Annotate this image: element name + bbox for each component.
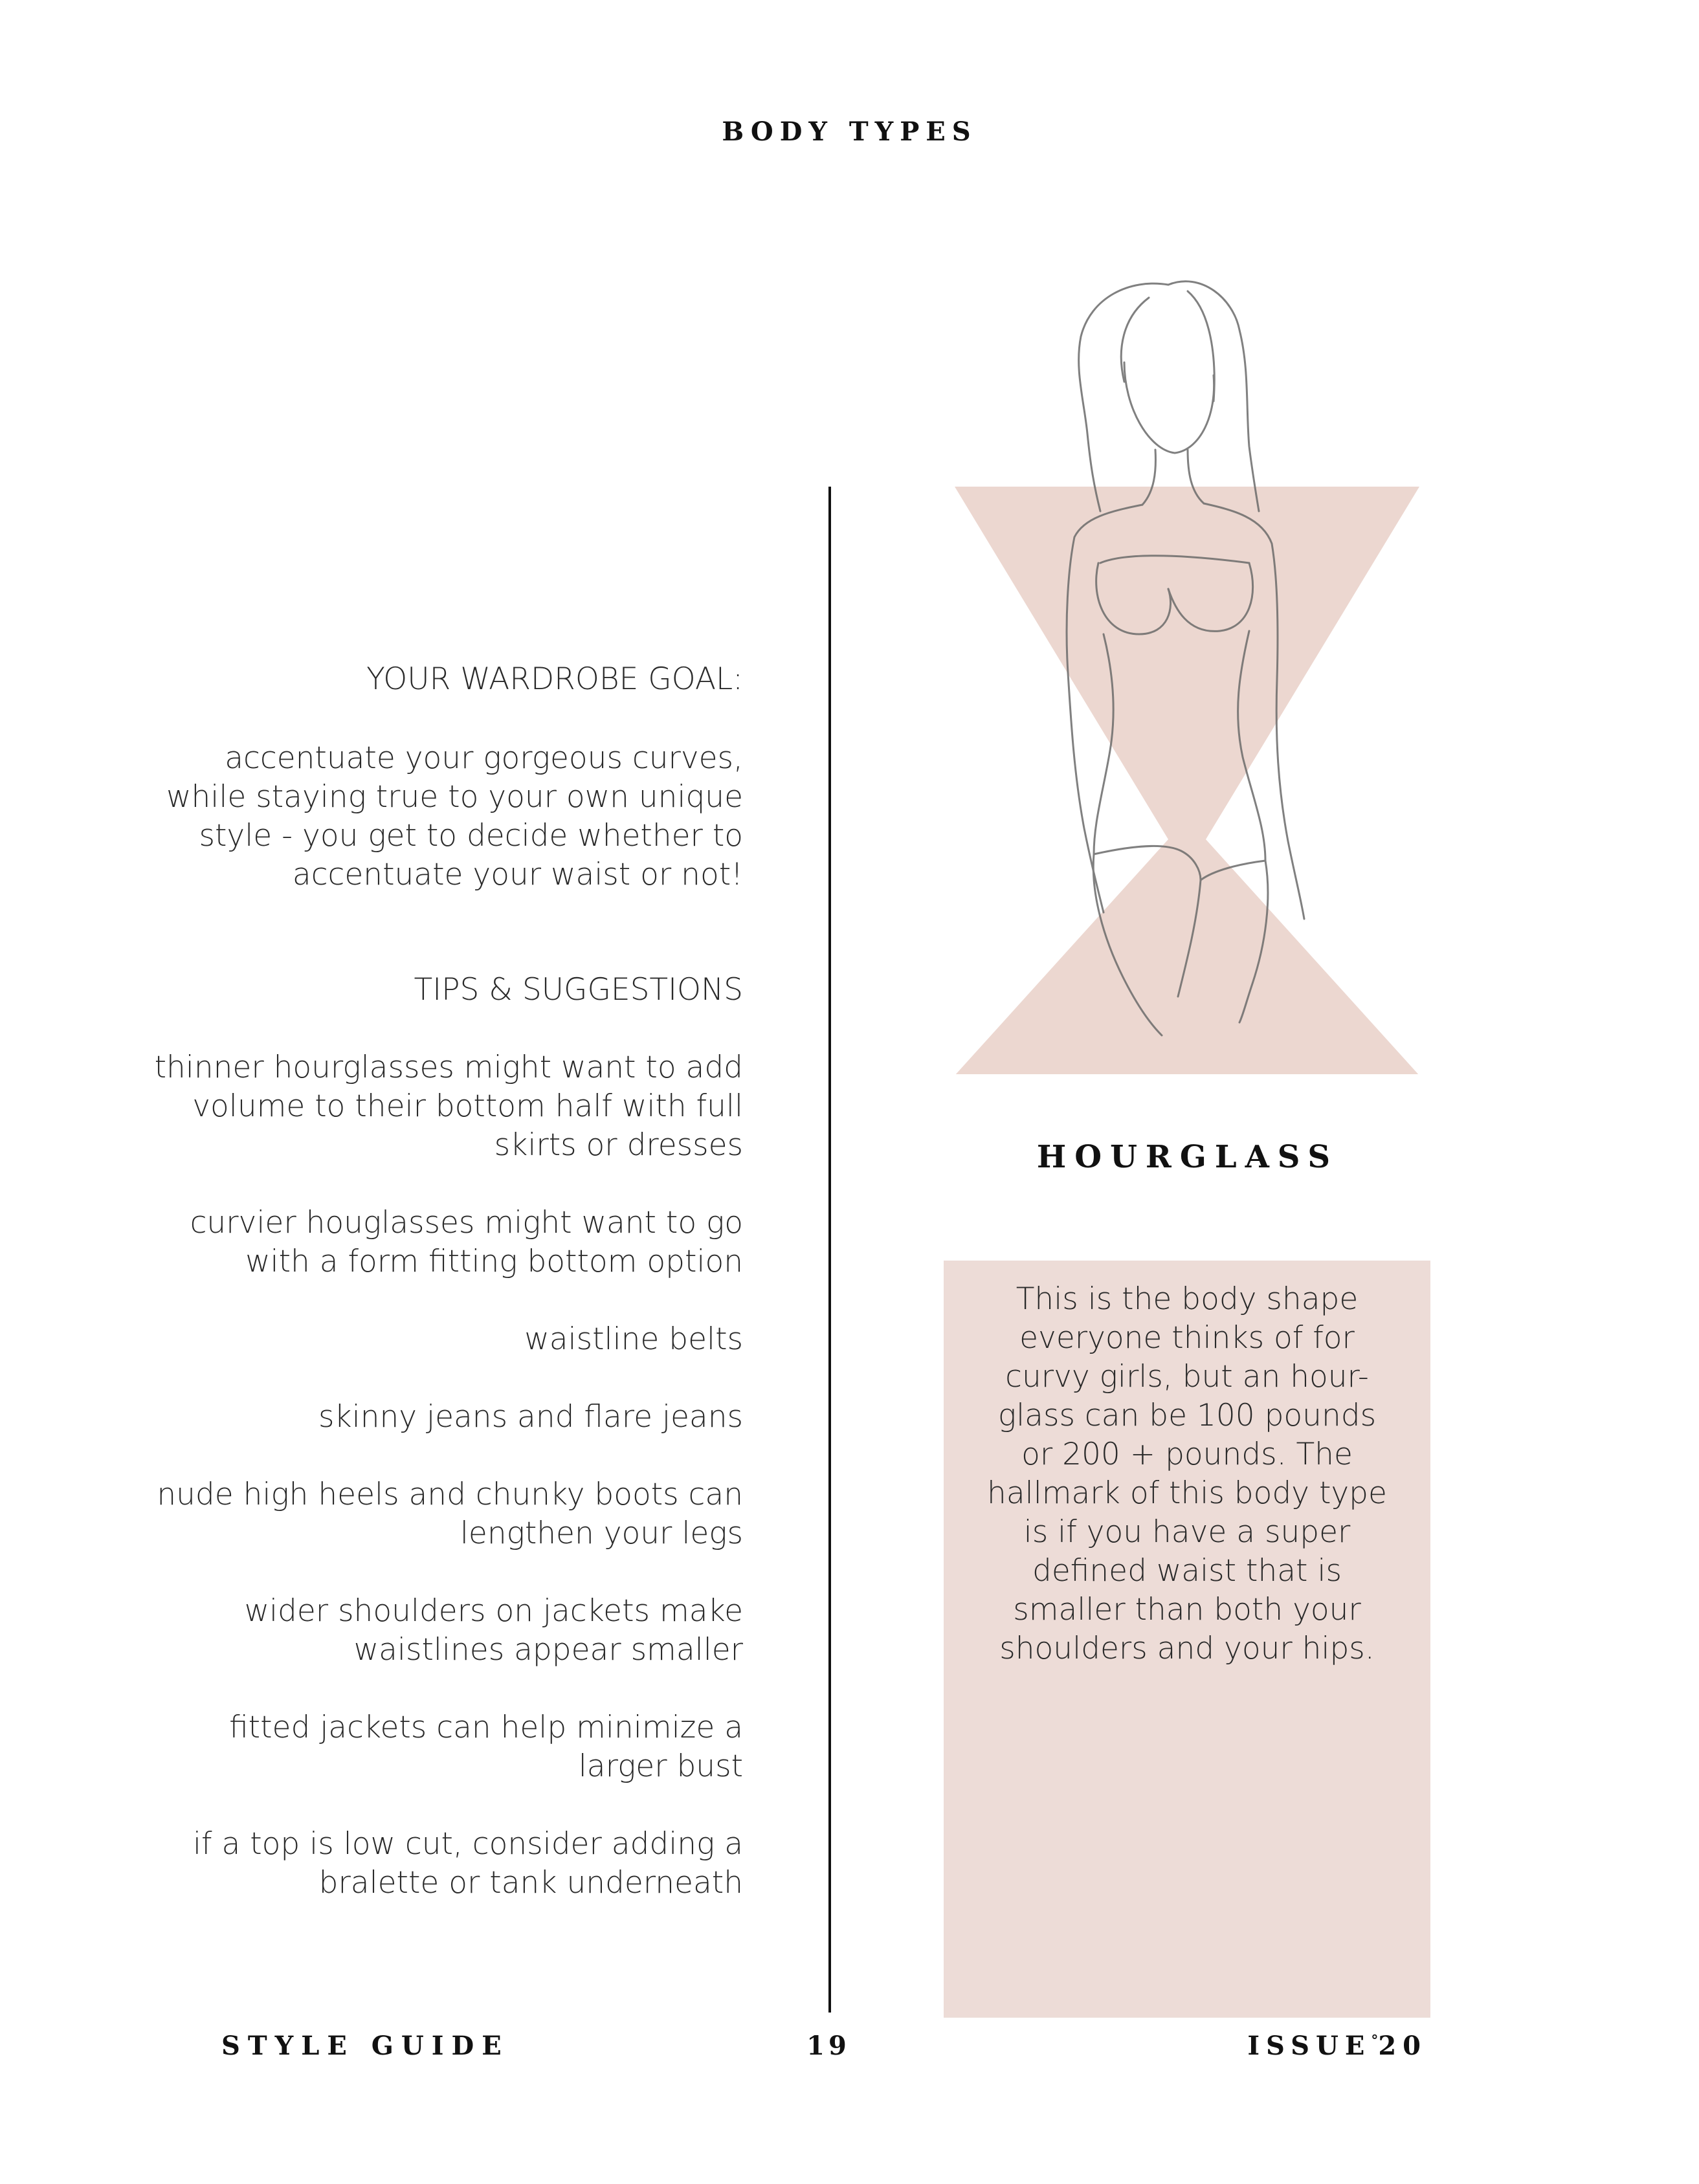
tip-item (31, 1204, 743, 1281)
description-line: defined waist that is (1032, 1553, 1342, 1589)
hourglass-figure-icon (955, 259, 1447, 1074)
description-line: curvy girls, but an hour- (1005, 1359, 1369, 1395)
tip-line: waistline belts (524, 1321, 743, 1357)
description-line: glass can be 100 pounds (997, 1398, 1377, 1433)
tip-line: skirts or dresses (494, 1127, 743, 1163)
tip-line: curvier houglasses might want to go (190, 1205, 743, 1241)
tips-list (31, 1048, 743, 1941)
tip-item (31, 1475, 743, 1553)
tip-line: nude high heels and chunky boots can (157, 1477, 743, 1512)
tips-heading: TIPS & SUGGESTIONS (414, 972, 743, 1008)
description-line: smaller than both your (1013, 1592, 1361, 1627)
tip-line: wider shoulders on jackets make (244, 1593, 743, 1629)
description-line: is if you have a super (1023, 1514, 1351, 1550)
issue-label: ISSUE (1247, 2031, 1371, 2061)
tip-line: skinny jeans and flare jeans (318, 1399, 743, 1435)
vertical-divider (828, 487, 831, 2013)
hourglass-top-triangle (955, 487, 1419, 870)
tip-line: lengthen your legs (460, 1516, 743, 1551)
tip-line: volume to their bottom half with full (192, 1088, 743, 1124)
tip-item (31, 1398, 743, 1437)
tip-item (31, 1320, 743, 1359)
description-line: shoulders and your hips. (999, 1631, 1375, 1666)
body-shape-title: HOURGLASS (1036, 1139, 1339, 1175)
wardrobe-goal-text (31, 739, 743, 894)
description-line: hallmark of this body type (987, 1475, 1387, 1511)
footer-page-number: 19 (806, 2031, 850, 2061)
tip-line: with a form fitting bottom option (245, 1244, 743, 1279)
wardrobe-goal-line: style - you get to decide whether to (199, 818, 743, 854)
tip-line: larger bust (578, 1748, 743, 1784)
page-header-title: BODY TYPES (722, 116, 977, 147)
issue-degree: ° (1371, 2032, 1379, 2049)
issue-number: 20 (1378, 2031, 1427, 2061)
description-text (970, 1280, 1405, 1668)
footer-issue (1247, 2031, 1427, 2061)
description-line: This is the body shape (1016, 1281, 1359, 1317)
description-line: everyone thinks of for (1019, 1320, 1355, 1356)
tip-line: bralette or tank underneath (318, 1865, 743, 1901)
wardrobe-goal-line: while staying true to your own unique (166, 779, 743, 815)
description-panel (944, 1261, 1430, 2018)
footer-style-guide: STYLE GUIDE (221, 2031, 509, 2061)
wardrobe-goal-heading: YOUR WARDROBE GOAL: (366, 661, 743, 697)
tip-line: thinner hourglasses might want to add (154, 1050, 743, 1085)
tip-line: fitted jackets can help minimize a (229, 1710, 743, 1745)
wardrobe-goal-line: accentuate your waist or not! (292, 857, 743, 892)
hourglass-bottom-triangle (955, 819, 1419, 1074)
tip-item (31, 1592, 743, 1670)
wardrobe-goal-line: accentuate your gorgeous curves, (225, 740, 743, 776)
tip-line: if a top is low cut, consider adding a (192, 1826, 743, 1862)
tip-item (31, 1048, 743, 1165)
tip-line: waistlines appear smaller (353, 1632, 743, 1668)
tip-item (31, 1825, 743, 1903)
tip-item (31, 1708, 743, 1786)
description-line: or 200 + pounds. The (1021, 1437, 1353, 1472)
